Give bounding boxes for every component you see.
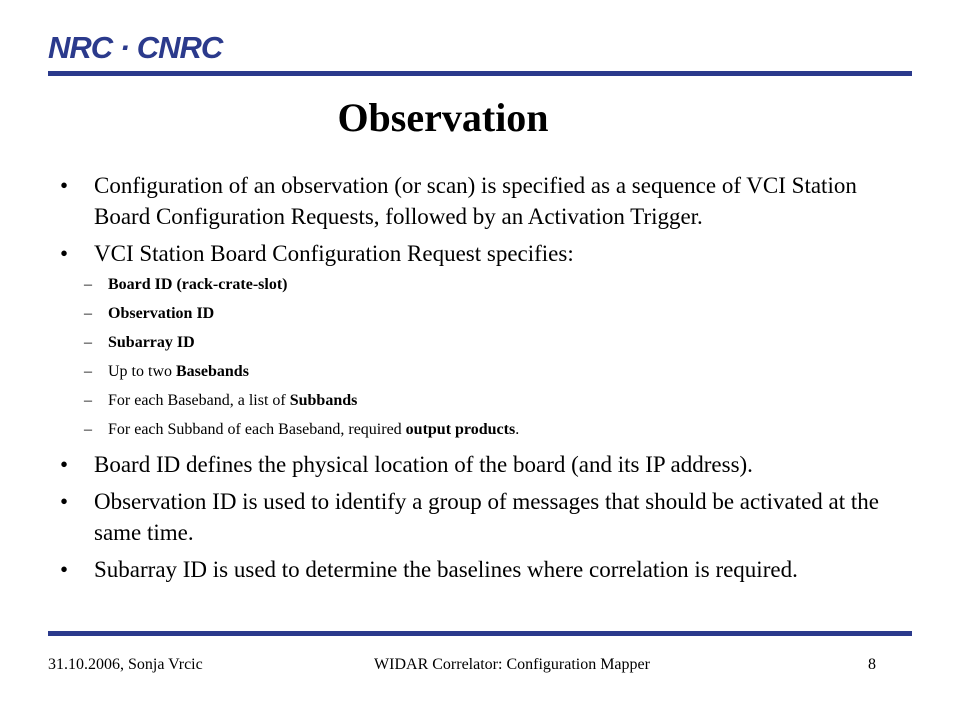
sub-list — [60, 275, 900, 439]
dash-marker: – — [84, 363, 92, 380]
sub-item — [60, 275, 900, 294]
bullet-item — [60, 486, 900, 548]
sub-item-emphasis: Board ID (rack-crate-slot) — [108, 276, 288, 293]
sub-item — [60, 391, 900, 410]
bullet-item — [60, 170, 900, 232]
bullet-text: Observation ID is used to identify a group of messages that should be activated at the same time. — [94, 489, 879, 545]
slide-title: Observation — [337, 95, 549, 140]
sub-item-emphasis: Observation ID — [108, 305, 215, 322]
slide-content — [60, 170, 900, 591]
sub-item-emphasis: output products — [405, 421, 516, 438]
sub-item-text: For each Baseband, a list of — [108, 392, 290, 409]
bullet-item — [60, 238, 900, 269]
dash-marker: – — [84, 276, 92, 293]
sub-item-emphasis: Subbands — [289, 392, 358, 409]
sub-item — [60, 362, 900, 381]
bullet-text: Board ID defines the physical location of the board (and its IP address). — [94, 452, 753, 477]
dash-marker: – — [84, 334, 92, 351]
bullet-item — [60, 554, 900, 585]
logo-text: NRC · CNRC — [48, 30, 223, 65]
dash-marker: – — [84, 392, 92, 409]
header-divider — [48, 71, 912, 76]
sub-item — [60, 333, 900, 352]
dash-marker: – — [84, 421, 92, 438]
sub-item-emphasis: Subarray ID — [108, 334, 195, 351]
sub-item — [60, 420, 900, 439]
bullet-item — [60, 449, 900, 480]
bullet-text: Subarray ID is used to determine the baselines where correlation is required. — [94, 557, 798, 582]
bullet-text: VCI Station Board Configuration Request specifies: — [94, 241, 574, 266]
footer-page-number: 8 — [868, 656, 876, 673]
bullet-text: Configuration of an observation (or scan) is specified as a sequence of VCI Station Board Configuration Requests, followed by an Activation Trigger. — [94, 173, 857, 229]
footer-divider — [48, 631, 912, 636]
sub-item-text: For each Subband of each Baseband, required — [108, 421, 406, 438]
footer-presentation-title: WIDAR Correlator: Configuration Mapper — [374, 656, 650, 673]
dash-marker: – — [84, 305, 92, 322]
footer-date-author: 31.10.2006, Sonja Vrcic — [48, 656, 203, 673]
sub-item — [60, 304, 900, 323]
nrc-cnrc-logo — [48, 30, 234, 64]
sub-item-text: Up to two — [108, 363, 176, 380]
sub-item-text: . — [515, 421, 520, 438]
sub-item-emphasis: Basebands — [176, 363, 249, 380]
